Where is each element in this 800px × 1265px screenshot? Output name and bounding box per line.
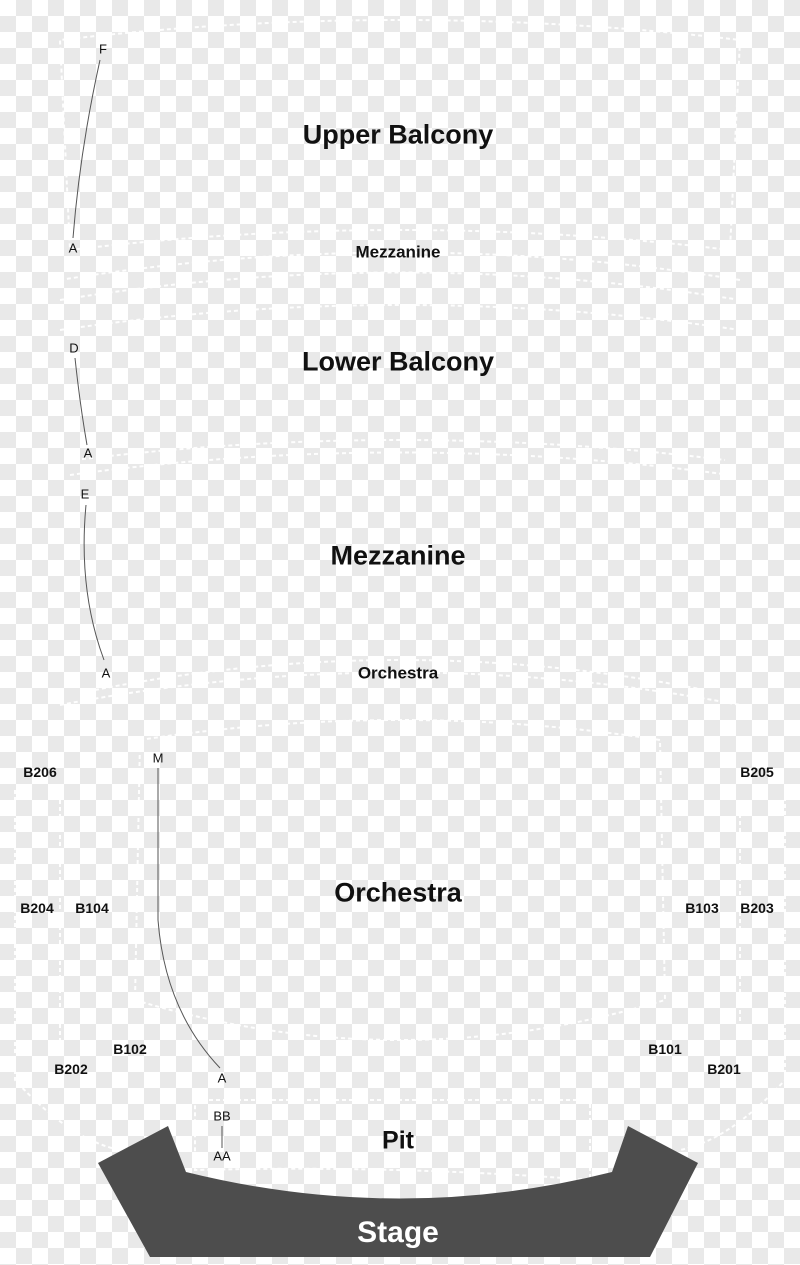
box-b204-label: B204 [20,900,54,916]
box-b205-label: B205 [740,764,774,780]
orchestra-row-line [158,768,220,1068]
lower-balcony-label: Lower Balcony [301,346,495,377]
mezzanine-last-row: A [101,665,111,681]
box-b201-label: B201 [707,1061,741,1077]
lower-balcony-row-line [75,358,87,445]
pit-last-row: AA [213,1148,231,1164]
mezzanine-row-line [84,505,104,660]
orchestra-last-row: A [217,1070,227,1086]
mezzanine-outline [70,453,730,691]
pit-label: Pit [382,1126,414,1155]
pit-first-row: BB [213,1108,231,1124]
box-right-outline [680,790,785,1150]
upper-balcony-row-line [73,60,100,238]
mezzanine-first-row: E [80,486,90,502]
upper-balcony-last-row: A [68,240,78,256]
box-b103-label: B103 [685,900,719,916]
lower-balcony-outline [60,305,740,460]
upper-balcony-label: Upper Balcony [302,119,494,150]
mezzanine-label: Mezzanine [330,540,466,571]
orchestra-label: Orchestra [334,877,462,908]
upper-balcony-first-row: F [99,41,107,57]
lower-balcony-last-row: A [83,445,93,461]
box-b202-label: B202 [54,1061,88,1077]
stage-label: Stage [357,1216,439,1249]
box-b101-label: B101 [648,1041,682,1057]
box-b104-label: B104 [75,900,109,916]
box-b102-label: B102 [113,1041,147,1057]
orchestra-first-row: M [152,750,164,766]
box-b203-label: B203 [740,900,774,916]
lower-balcony-first-row: D [69,340,79,356]
mezzanine-upper-small-label: Mezzanine [355,242,441,262]
orchestra-small-label: Orchestra [357,663,439,683]
box-b206-label: B206 [23,764,57,780]
box-left-outline [15,790,120,1150]
